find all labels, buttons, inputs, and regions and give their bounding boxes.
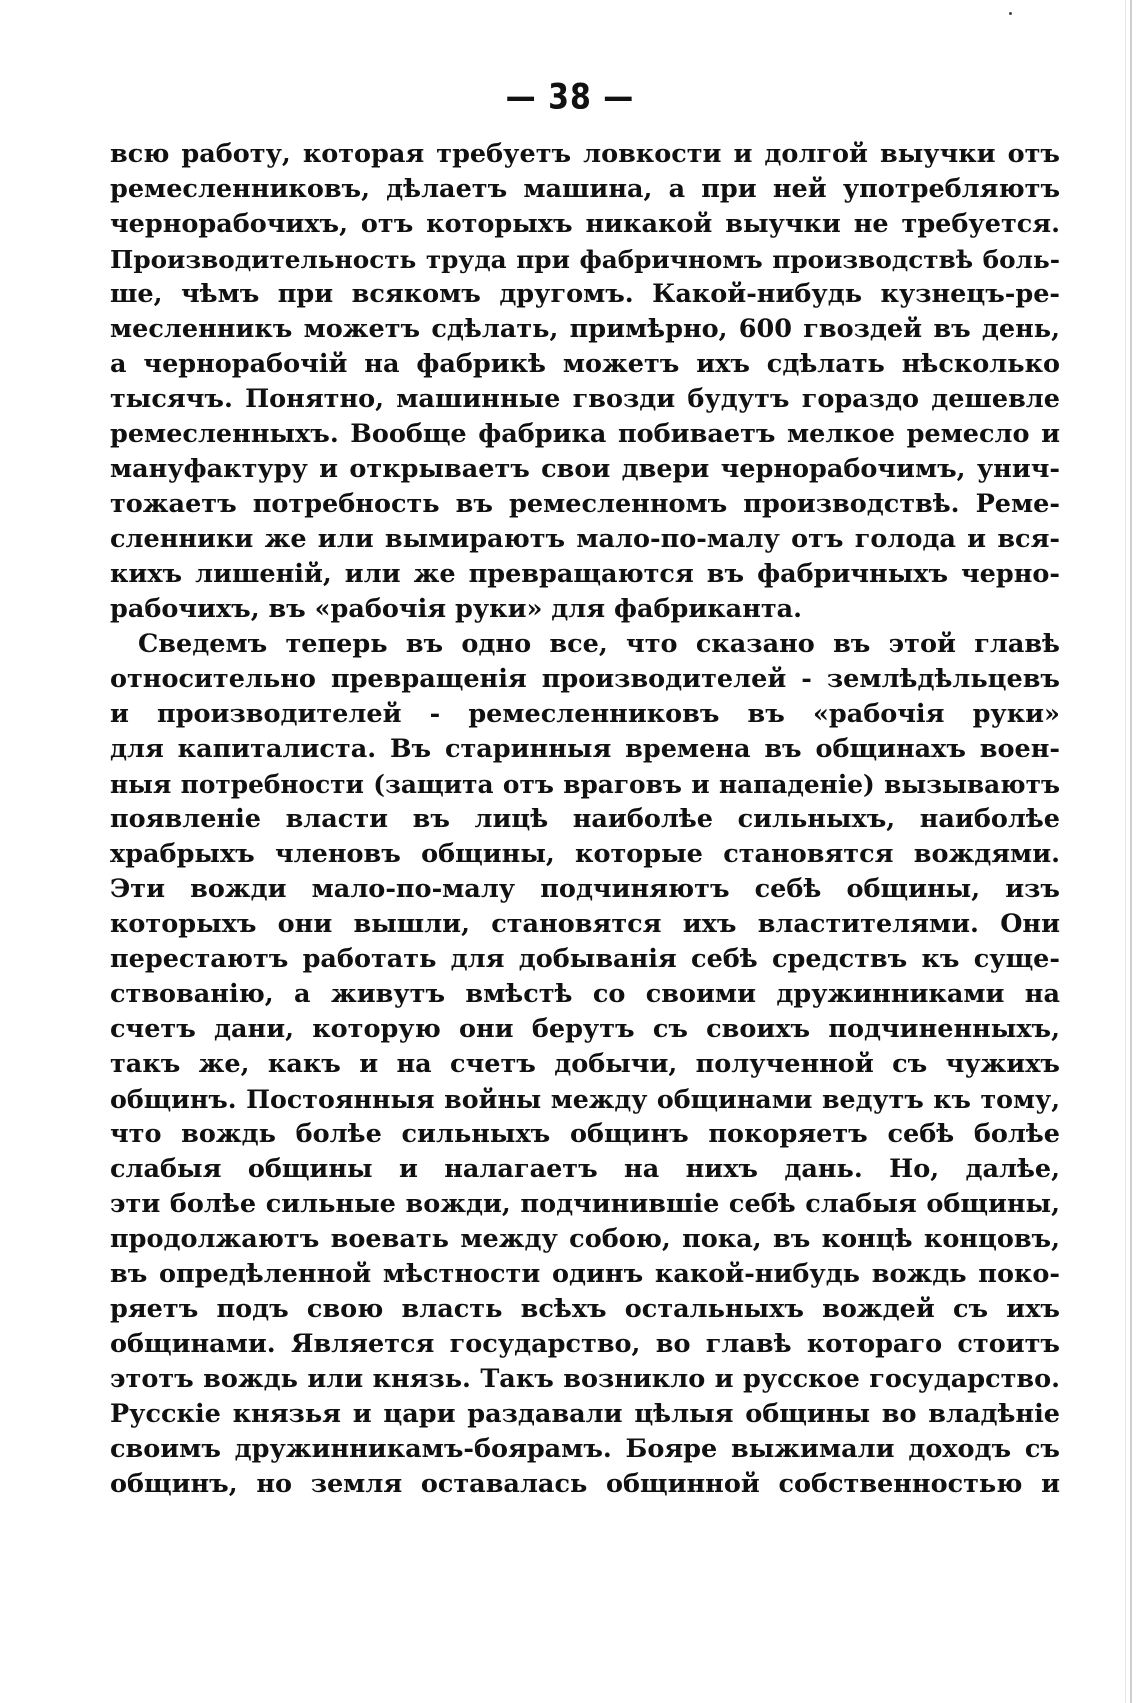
text-line: эти болѣе сильные вожди, подчинившіе себѣ слабыя общины, — [110, 1189, 1060, 1219]
text-line: а чернорабочій на фабрикѣ можетъ ихъ сдѣлать нѣсколько — [110, 349, 1060, 379]
paragraph-1 — [110, 137, 1060, 627]
text-line: общинъ. Постоянныя войны между общинами ведутъ къ тому, — [110, 1084, 1060, 1114]
text-line: относительно превращенія производителей - землѣдѣльцевъ — [110, 664, 1060, 694]
text-line: перестаютъ работать для добыванія себѣ средствъ къ суще- — [110, 944, 1060, 974]
text-line: продолжаютъ воевать между собою, пока, въ концѣ концовъ, — [110, 1224, 1060, 1254]
text-line: ныя потребности (защита отъ враговъ и нападеніе) вызываютъ — [110, 770, 1060, 799]
text-line: ряетъ подъ свою власть всѣхъ остальныхъ вождей съ ихъ — [110, 1294, 1060, 1324]
text-line: своимъ дружинникамъ-боярамъ. Бояре выжимали доходъ съ — [110, 1434, 1060, 1464]
page-edge — [1130, 0, 1132, 1703]
text-line: месленникъ можетъ сдѣлать, примѣрно, 600 гвоздей въ день, — [110, 314, 1060, 344]
text-line: храбрыхъ членовъ общины, которые становятся вождями. — [110, 839, 1060, 869]
page-number: — 38 — — [505, 77, 635, 118]
text-line: которыхъ они вышли, становятся ихъ властителями. Они — [110, 909, 1060, 939]
text-line: ремесленныхъ. Вообще фабрика побиваетъ мелкое ремесло и — [110, 419, 1060, 449]
text-line: тысячъ. Понятно, машинные гвозди будутъ гораздо дешевле — [110, 384, 1060, 414]
text-line: Эти вожди мало-по-малу подчиняютъ себѣ общины, изъ — [110, 874, 1060, 904]
text-line: что вождь болѣе сильныхъ общинъ покоряетъ себѣ болѣе — [110, 1119, 1060, 1149]
text-line: рабочихъ, въ «рабочія руки» для фабриканта. — [110, 594, 803, 624]
text-line: такъ же, какъ и на счетъ добычи, полученной съ чужихъ — [110, 1049, 1060, 1079]
text-line: Сведемъ теперь въ одно все, что сказано въ этой главѣ — [138, 629, 1060, 659]
text-line: кихъ лишеній, или же превращаются въ фабричныхъ черно- — [110, 559, 1060, 589]
text-line: счетъ дани, которую они берутъ съ своихъ подчиненныхъ, — [110, 1014, 1060, 1044]
text-line: чернорабочихъ, отъ которыхъ никакой выучки не требуется. — [110, 209, 1060, 239]
text-line: общинами. Является государство, во главѣ котораго стоитъ — [110, 1329, 1060, 1359]
text-line: всю работу, которая требуетъ ловкости и долгой выучки отъ — [110, 139, 1060, 169]
text-line: Производительность труда при фабричномъ производствѣ боль- — [110, 245, 1060, 274]
text-line: для капиталиста. Въ старинныя времена въ общинахъ воен- — [110, 734, 1060, 764]
text-line: ствованію, а живутъ вмѣстѣ со своими дружинниками на — [110, 979, 1060, 1009]
text-line: и производителей - ремесленниковъ въ «рабочія руки» — [110, 699, 1060, 729]
text-line: мануфактуру и открываетъ свои двери чернорабочимъ, унич- — [110, 454, 1060, 484]
text-line: ше, чѣмъ при всякомъ другомъ. Какой-нибудь кузнецъ-ре- — [110, 279, 1060, 309]
text-line: ремесленниковъ, дѣлаетъ машина, а при ней употребляютъ — [110, 174, 1060, 204]
page-edge-inner — [1125, 0, 1126, 1703]
text-line: сленники же или вымираютъ мало-по-малу отъ голода и вся- — [110, 524, 1060, 554]
text-line: этотъ вождь или князь. Такъ возникло и русское государство. — [110, 1364, 1060, 1394]
text-line: тожаетъ потребность въ ремесленномъ производствѣ. Реме- — [110, 489, 1060, 519]
text-line: Русскіе князья и цари раздавали цѣлыя общины во владѣніе — [110, 1399, 1060, 1429]
text-line: появленіе власти въ лицѣ наиболѣе сильныхъ, наиболѣе — [110, 804, 1060, 834]
text-line: слабыя общины и налагаетъ на нихъ дань. Но, далѣе, — [110, 1154, 1060, 1184]
paragraph-2 — [110, 627, 1060, 1502]
text-line: общинъ, но земля оставалась общинной собственностью и — [110, 1469, 1060, 1499]
print-speck — [1009, 12, 1012, 15]
text-line: въ опредѣленной мѣстности одинъ какой-нибудь вождь поко- — [110, 1259, 1060, 1289]
page-text — [110, 137, 1060, 1502]
